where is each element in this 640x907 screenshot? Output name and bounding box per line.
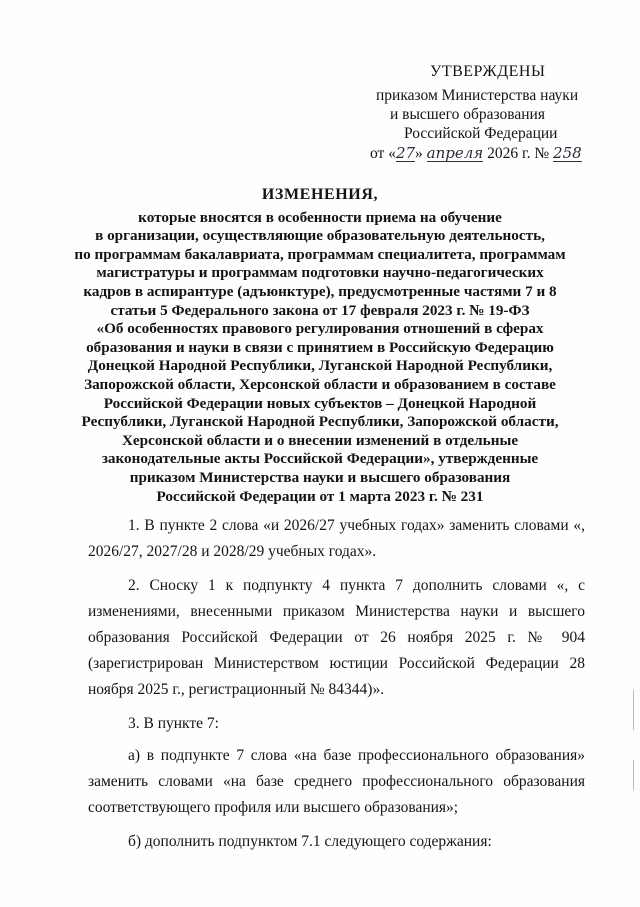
- title-line: Херсонской области и о внесении изменений в отдельные: [121, 431, 519, 449]
- title-line: приказом Министерства науки и высшего образования: [129, 468, 511, 486]
- date-prefix: от «: [370, 145, 396, 162]
- title-line: Республики, Луганской Народной Республики, Запорожской области,: [81, 413, 559, 431]
- approval-line-federation: Российской Федерации: [404, 125, 558, 142]
- date-mid: »: [415, 145, 423, 162]
- title-line: законодательные акты Российской Федерации», утвержденные: [101, 450, 539, 468]
- scan-artifact: [633, 690, 634, 730]
- title-line: Российской Федерации от 1 марта 2023 г. № 231: [156, 487, 484, 505]
- paragraph-1: 1. В пункте 2 слова «и 2026/27 учебных годах» заменить словами «, 2026/27, 2027/28 и 2028/29 учебных годах».: [88, 517, 585, 560]
- document-body: [88, 513, 585, 863]
- title-line: в организации, осуществляющие образовательную деятельность,: [95, 227, 545, 245]
- title-line: Запорожской области, Херсонской области и образованием в составе: [84, 375, 556, 393]
- handwritten-month: апреля: [426, 144, 484, 162]
- title-line: Донецкой Народной Республики, Луганской Народной Республики,: [87, 357, 553, 375]
- date-year: 2026 г. №: [487, 145, 550, 162]
- approval-date-line: [370, 144, 582, 164]
- paragraph-5: б) дополнить подпунктом 7.1 следующего содержания:: [128, 833, 492, 850]
- document-title: [70, 186, 570, 506]
- title-line: образования и науки в связи с принятием в Российскую Федерацию: [86, 338, 554, 356]
- paragraph-2: 2. Сноску 1 к подпункту 4 пункта 7 дополнить словами «, с изменениями, внесенными приказом Министерства науки и высшего образования Российской Федерации от 26 ноября 2025 г. № 904 (зарегистрирован Министерством юстиции Российской Федерации 28 ноября 2025 г., регистрационный № 84344)».: [88, 577, 585, 698]
- approval-heading: УТВЕРЖДЕНЫ: [430, 63, 546, 80]
- paragraph-4: а) в подпункте 7 слова «на базе профессионального образования» заменить словами «на базе среднего профессионального образования соответствующего профиля или высшего образования»;: [88, 747, 585, 816]
- title-line: кадров в аспирантуре (адъюнктуре), предусмотренные частями 7 и 8: [83, 282, 557, 300]
- approval-line-ministry: приказом Министерства науки: [376, 87, 579, 104]
- title-line: магистратуры и программам подготовки научно-педагогических: [96, 264, 544, 282]
- paragraph-3: 3. В пункте 7:: [128, 715, 219, 732]
- handwritten-number: 258: [553, 144, 582, 162]
- title-heading: ИЗМЕНЕНИЯ,: [261, 186, 379, 203]
- title-line: которые вносятся в особенности приема на обучение: [138, 208, 502, 226]
- approval-line-education: и высшего образования: [390, 106, 545, 123]
- title-line: по программам бакалавриата, программам специалитета, программам: [74, 245, 566, 263]
- title-line: статьи 5 Федерального закона от 17 февраля 2023 г. № 19-ФЗ: [110, 301, 530, 319]
- handwritten-day: 27: [395, 144, 416, 162]
- title-line: «Об особенностях правового регулирования отношений в сферах: [96, 320, 544, 338]
- title-line: Российской Федерации новых субъектов – Донецкой Народной: [103, 394, 537, 412]
- scan-artifact: [633, 760, 634, 790]
